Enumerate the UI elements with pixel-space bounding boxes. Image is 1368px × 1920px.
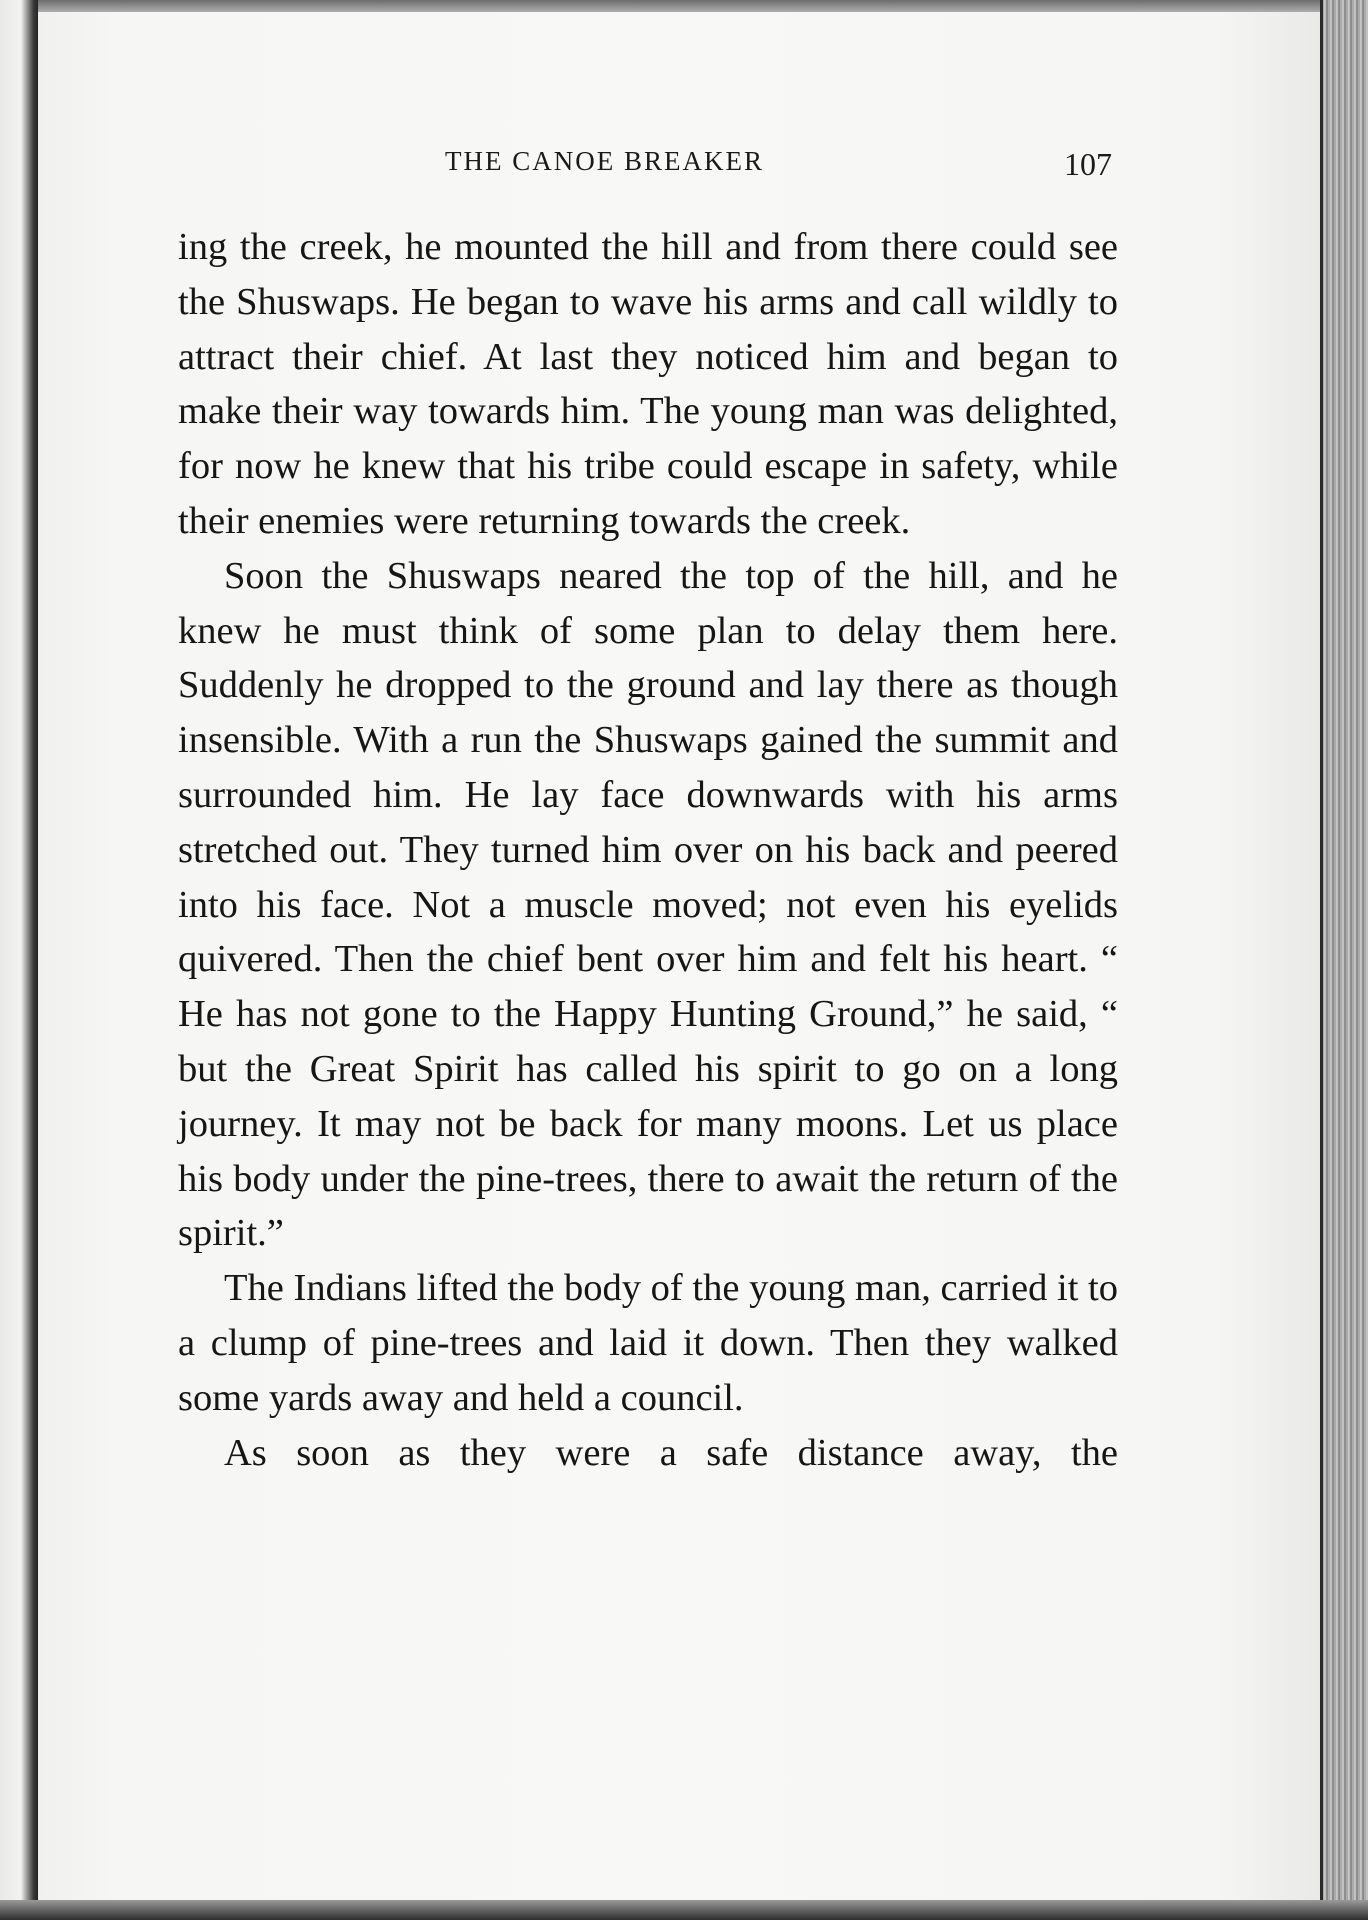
running-title: THE CANOE BREAKER xyxy=(445,146,764,176)
running-head xyxy=(180,146,1120,186)
paragraph-2: Soon the Shuswaps neared the top of the hill, and he knew he must think of some plan to delay them here. Suddenly he dropped to the ground and lay there as though insensible. With a run the Shuswaps gained the summit and surrounded him. He lay face downwards with his arms stretched out. They turned him over on his back and peered into his face. Not a muscle moved; not even his eyelids quivered. Then the chief bent over him and felt his heart. “ He has not gone to the Happy Hunting Ground,” he said, “ but the Great Spirit has called his spirit to go on a long journey. It may not be back for many moons. Let us place his body under the pine-trees, there to await the return of the spirit.” xyxy=(178,554,1118,1255)
page-stack-edges xyxy=(1320,0,1368,1920)
paragraph-1: ing the creek, he mounted the hill and from there could see the Shuswaps. He began to wave his arms and call wildly to attract their chief. At last they noticed him and began to make their way towards him. The young man was delighted, for now he knew that his tribe could escape in safety, while their enemies were returning towards the creek. xyxy=(178,226,1118,542)
page-number: 107 xyxy=(1064,146,1112,182)
facing-page-edge xyxy=(0,0,38,1920)
paragraph-3: The Indians lifted the body of the young man, carried it to a clump of pine-trees and laid it down. Then they walked some yards away and held a council. xyxy=(178,1267,1118,1419)
body-text xyxy=(178,220,1118,1480)
paragraph-4: As soon as they were a safe distance away, the xyxy=(224,1431,1118,1474)
bottom-edge-shadow xyxy=(0,1900,1368,1920)
